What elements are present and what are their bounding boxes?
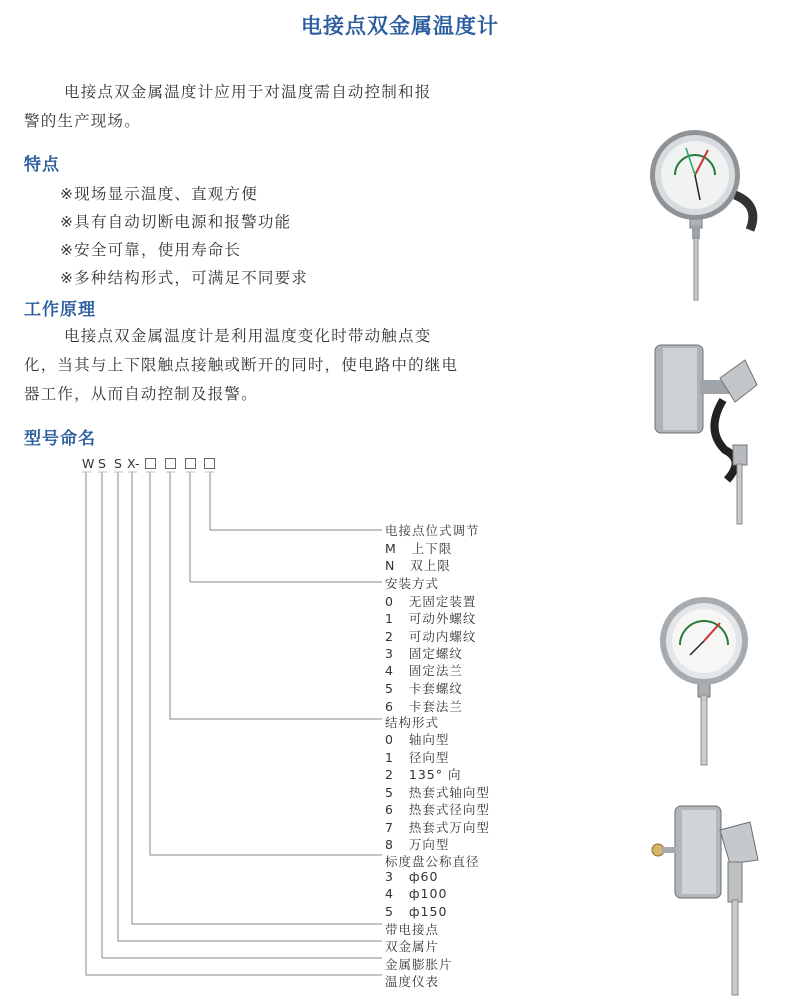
- connector-line-2: [102, 472, 382, 958]
- principle-heading: 工作原理: [24, 300, 96, 320]
- product-photo-1: [640, 120, 770, 305]
- legend-item: N 双上限: [385, 558, 451, 573]
- code-char-s1: S: [98, 456, 106, 471]
- legend-item: 4 固定法兰: [385, 663, 463, 678]
- principle-line-3: 器工作，从而自动控制及报警。: [24, 385, 258, 403]
- product-photo-3: [650, 595, 760, 770]
- legend-item: 带电接点: [385, 922, 440, 937]
- legend-item: 双金属片: [385, 939, 440, 954]
- connector-line-1: [86, 472, 382, 975]
- intro-line-1: 电接点双金属温度计应用于对温度需自动控制和报: [64, 83, 432, 101]
- principle-line-1: 电接点双金属温度计是利用温度变化时带动触点变: [64, 327, 432, 345]
- feature-item: ※现场显示温度、直观方便: [60, 185, 258, 203]
- feature-item: ※具有自动切断电源和报警功能: [60, 213, 292, 231]
- legend-item: 结构形式: [385, 715, 440, 730]
- legend-item: 安装方式: [385, 576, 440, 591]
- legend-item: 7 热套式万向型: [385, 820, 490, 835]
- legend-item: 6 热套式径向型: [385, 802, 490, 817]
- feature-item: ※安全可靠，使用寿命长: [60, 241, 242, 259]
- features-heading: 特点: [24, 155, 60, 175]
- legend-item: 1 径向型: [385, 750, 450, 765]
- intro-line-2: 警的生产现场。: [24, 112, 141, 130]
- legend-item: 5 热套式轴向型: [385, 785, 490, 800]
- legend-item: 3 ф60: [385, 869, 439, 884]
- code-char-x: X-: [127, 456, 140, 471]
- legend-item: 8 万向型: [385, 837, 450, 852]
- model-heading: 型号命名: [24, 429, 96, 449]
- code-char-w: W: [82, 456, 95, 471]
- feature-item: ※多种结构形式，可满足不同要求: [60, 269, 308, 287]
- legend-item: 3 固定螺纹: [385, 646, 463, 661]
- legend-item: 5 卡套螺纹: [385, 681, 463, 696]
- legend-item: 温度仪表: [385, 974, 440, 989]
- legend-item: 0 无固定装置: [385, 594, 477, 609]
- legend-item: 6 卡套法兰: [385, 699, 463, 714]
- legend-item: M 上下限: [385, 541, 453, 556]
- code-char-s2: S: [114, 456, 122, 471]
- legend-item: 金属膨胀片: [385, 957, 453, 972]
- legend-item: 2 135° 向: [385, 767, 462, 782]
- connector-line-8: [210, 472, 382, 530]
- product-photo-2: [645, 340, 775, 530]
- legend-item: 5 ф150: [385, 904, 448, 919]
- connector-line-5: [150, 472, 382, 855]
- legend-item: 电接点位式调节: [385, 523, 480, 538]
- legend-item: 2 可动内螺纹: [385, 629, 477, 644]
- connector-line-3: [118, 472, 382, 941]
- product-photo-4: [650, 800, 780, 1005]
- legend-item: 4 ф100: [385, 886, 448, 901]
- principle-line-2: 化，当其与上下限触点接触或断开的同时，使电路中的继电: [24, 356, 459, 374]
- legend-item: 标度盘公称直径: [385, 854, 480, 869]
- page-title: 电接点双金属温度计: [301, 14, 499, 38]
- connector-line-7: [190, 472, 382, 582]
- legend-item: 1 可动外螺纹: [385, 611, 477, 626]
- legend-item: 0 轴向型: [385, 732, 450, 747]
- connector-line-6: [170, 472, 382, 719]
